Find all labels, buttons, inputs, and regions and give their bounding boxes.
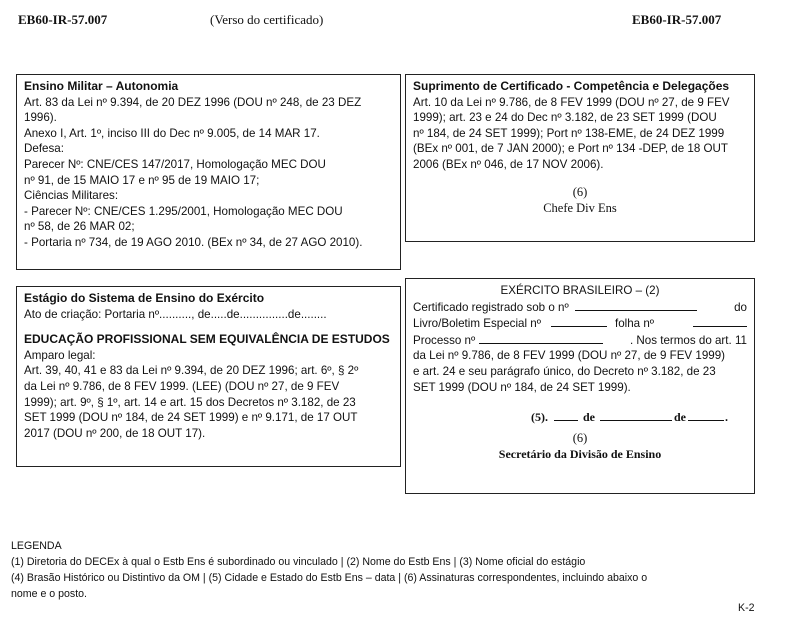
box-sistema-ensino <box>16 286 401 467</box>
registration-number-blank <box>575 299 697 311</box>
registro-label: folha nº <box>614 317 655 331</box>
book-number-blank <box>551 315 607 327</box>
sistema-line: Amparo legal: <box>24 348 96 362</box>
suprimento-title: Suprimento de Certificado - Competência e Delegações <box>413 79 730 93</box>
legend-line: nome e o posto. <box>11 588 87 600</box>
sistema-line: Art. 39, 40, 41 e 83 da Lei nº 9.394, de 20 DEZ 1996; art. 6º, § 2º <box>24 364 359 378</box>
box-suprimento <box>405 74 755 242</box>
autonomia-line: 1996). <box>24 111 57 125</box>
process-number-blank <box>479 332 603 344</box>
year-blank <box>688 409 724 421</box>
registro-line: SET 1999 (DOU nº 184, de 24 SET 1999). <box>413 380 631 394</box>
secretario-signature-number: (6) <box>572 431 588 446</box>
autonomia-line: Ciências Militares: <box>24 189 119 203</box>
suprimento-line: 1999); art. 23 e 24 do Dec nº 3.182, de 23 SET 1999 (DOU <box>413 111 717 125</box>
registro-label: Processo nº <box>413 333 476 347</box>
autonomia-line: Defesa: <box>24 142 64 156</box>
date-line <box>413 409 747 425</box>
registro-label: . Nos termos do art. 11 <box>629 333 747 347</box>
page-number-blank <box>693 315 747 327</box>
date-place-marker: (5). <box>531 410 548 425</box>
sistema-title: Estágio do Sistema de Ensino do Exército <box>24 291 265 305</box>
autonomia-line: Anexo I, Art. 1º, inciso III do Dec nº 9.005, de 14 MAR 17. <box>24 126 320 140</box>
registro-line-1 <box>413 299 747 316</box>
registro-line-2 <box>413 315 747 332</box>
month-blank <box>600 409 672 421</box>
autonomia-line: Art. 83 da Lei nº 9.394, de 20 DEZ 1996 (DOU nº 248, de 23 DEZ <box>24 95 362 109</box>
autonomia-line: - Parecer Nº: CNE/CES 1.295/2001, Homologação MEC DOU <box>24 204 343 218</box>
registro-title: EXÉRCITO BRASILEIRO – (2) <box>500 284 660 297</box>
chefe-signature-label: Chefe Div Ens <box>543 200 617 215</box>
suprimento-line: (BEx nº 001, de 7 JAN 2000); e Port nº 134 -DEP, de 18 OUT <box>413 142 729 156</box>
creation-act: Ato de criação: Portaria nº.........., de.....de...............de........ <box>24 307 327 321</box>
suprimento-line: Art. 10 da Lei nº 9.786, de 8 FEV 1999 (DOU nº 27, de 9 FEV <box>413 95 730 109</box>
date-de: de <box>583 410 595 425</box>
day-blank <box>554 409 578 421</box>
sistema-line: 1999); art. 9º, § 1º, art. 14 e art. 15 dos Decretos nº 3.182, de 23 <box>24 395 356 409</box>
suprimento-line: nº 184, de 24 SET 1999); Port nº 138-EME, de 24 DEZ 1999 <box>413 126 725 140</box>
registro-line-3 <box>413 332 747 349</box>
autonomia-line: - Portaria nº 734, de 19 AGO 2010. (BEx nº 34, de 27 AGO 2010). <box>24 235 363 249</box>
chefe-signature-number: (6) <box>572 184 588 199</box>
registro-label: Certificado registrado sob o nº <box>413 300 569 314</box>
doc-subtitle: (Verso do certificado) <box>210 12 324 27</box>
suprimento-line: 2006 (BEx nº 046, de 17 NOV 2006). <box>413 157 604 171</box>
legend-title: LEGENDA <box>11 540 62 552</box>
doc-code-left: EB60-IR-57.007 <box>18 12 108 27</box>
registro-label: Livro/Boletim Especial nº <box>413 317 541 331</box>
secretario-signature-label: Secretário da Divisão de Ensino <box>498 447 662 462</box>
doc-code-right: EB60-IR-57.007 <box>632 12 722 27</box>
date-de: de <box>674 410 686 425</box>
date-end: . <box>725 410 728 425</box>
autonomia-line: nº 91, de 15 MAIO 17 e nº 95 de 19 MAIO 17; <box>24 173 260 187</box>
legend-line: (1) Diretoria do DECEx à qual o Estb Ens é subordinado ou vinculado | (2) Nome do Estb Ens | (3) Nome oficial do estágio <box>11 556 586 568</box>
box-autonomia <box>16 74 401 270</box>
sistema-line: da Lei nº 9.786, de 8 FEV 1999. (LEE) (DOU nº 27, de 9 FEV <box>24 379 340 393</box>
legend-line: (4) Brasão Histórico ou Distintivo da OM | (5) Cidade e Estado do Estb Ens – data | (6) Assinaturas correspondentes, incluindo abaixo o <box>11 572 648 584</box>
registro-label: do <box>734 300 747 314</box>
autonomia-line: nº 58, de 26 MAR 02; <box>24 220 135 234</box>
box-registro <box>405 278 755 494</box>
sistema-line: 2017 (DOU nº 200, de 18 OUT 17). <box>24 426 206 440</box>
page-number: K-2 <box>738 602 755 614</box>
autonomia-line: Parecer Nº: CNE/CES 147/2017, Homologação MEC DOU <box>24 157 326 171</box>
sistema-line: SET 1999 (DOU nº 184, de 24 SET 1999) e nº 9.171, de 17 OUT <box>24 411 358 425</box>
registro-line: da Lei nº 9.786, de 8 FEV 1999 (DOU nº 27, de 9 FEV 1999) <box>413 349 726 363</box>
autonomia-title: Ensino Militar – Autonomia <box>24 79 179 93</box>
registro-line: e art. 24 e seu parágrafo único, do Decreto nº 3.182, de 23 <box>413 364 716 378</box>
education-section-title: EDUCAÇÃO PROFISSIONAL SEM EQUIVALÊNCIA DE ESTUDOS <box>24 332 390 347</box>
